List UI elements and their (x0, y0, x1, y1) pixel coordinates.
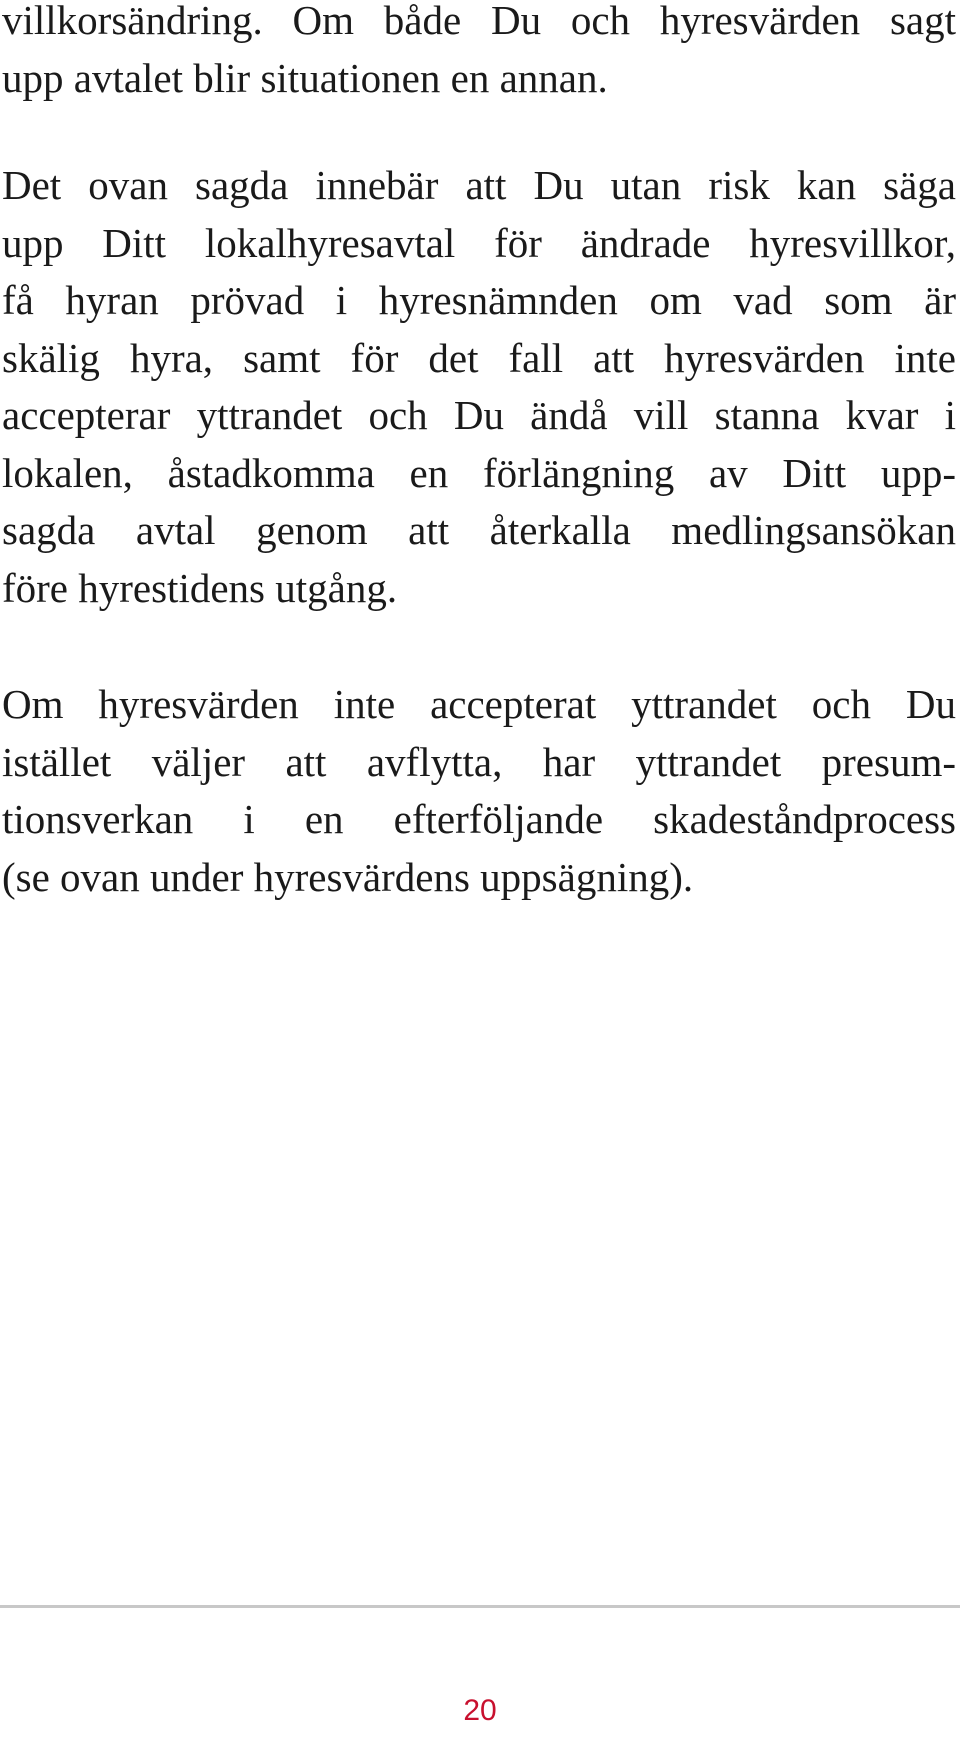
page-number: 20 (463, 1694, 497, 1727)
text-line: accepterar yttrandet och Du ändå vill stanna kvar i (2, 392, 956, 438)
text-line: Det ovan sagda innebär att Du utan risk kan säga (2, 162, 956, 208)
text-line: upp avtalet blir situationen en annan. (2, 54, 608, 101)
footer-divider (0, 1605, 960, 1608)
paragraph-landlord-rejection (2, 676, 956, 906)
text-line: lokalen, åstadkomma en förlängning av Ditt upp- (2, 449, 956, 496)
text-line: före hyrestidens utgång. (2, 564, 398, 611)
text-line: villkorsändring. Om både Du och hyresvärden sagt (2, 0, 956, 43)
text-line: få hyran prövad i hyresnämnden om vad som är (2, 277, 956, 323)
paragraph-continuation (2, 0, 956, 107)
text-line: Om hyresvärden inte accepterat yttrandet och Du (2, 681, 956, 727)
text-line: istället väljer att avflytta, har yttrandet presum- (2, 738, 956, 785)
text-line: skälig hyra, samt för det fall att hyresvärden inte (2, 334, 956, 381)
text-line: upp Ditt lokalhyresavtal för ändrade hyresvillkor, (2, 219, 956, 266)
text-line: sagda avtal genom att återkalla medlingsansökan (2, 507, 956, 553)
text-line: tionsverkan i en efterföljande skadeståndprocess (2, 796, 956, 842)
paragraph-rights-summary (2, 157, 956, 617)
text-line: (se ovan under hyresvärdens uppsägning). (2, 853, 694, 900)
